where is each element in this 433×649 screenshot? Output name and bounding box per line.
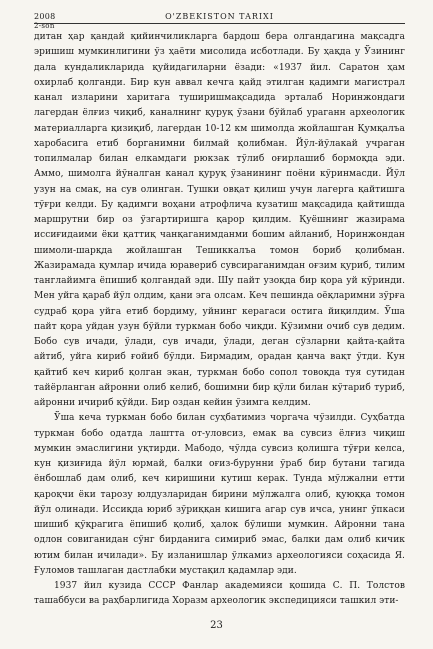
paragraph-2: Ўша кеча туркман бобо билан суҳбатимиз чоргача чўзилди. Суҳбатда туркман бобо одатда лаштта от-уловсиз, емак ва сувсиз ёлғиз чиқиш мумкин эмаслигини уқтирди. Мабодо, чўлда сувсиз қолишга тўғри келса, кун қизиғида йўл юрмай, балки оғиз-бурунни ўраб бир бутани тагида ёнбошлаб дам олиб, кеч киришини кутиш керак. Тунда мўлжални етти қароқчи ёки тарозу юлдузларидан бирини мўлжалга олиб, қуюққа томон йўл олинади. Иссиқда юриб зўриққан кишига агар сув ичса, унинг ўпкаси шишиб қўқрагига ёпишиб қолиб, ҳалок бўлиши мумкин. Айронни тана одлон совиганидан сўнг бирданига симириб эмас, балки дам олиб кичик ютим билан ичилади». Бу изланишлар ўлкамиз археологияси соҳасида Я. Ғуломов ташлаган дастлабки мустақил қадамлар эди.	[34, 413, 405, 576]
article-body	[34, 30, 405, 610]
paragraph-1: дитан ҳар қандай қийинчиликларга бардош бера олгандагина мақсадга эришиш мумкинлигини ўз ҳаёти мисолида исботлади. Бу ҳақда у Ўзининг дала кундаликларида қуйидагиларни ёзади: «1937 йил. Саратон ҳам охирлаб қолганди. Бир кун аввал кечга қайд этилган қадимги магистрал канал изларини харитага туширишмақсадида эрталаб Норинжондаги лагердан ёлғиз чиқиб, каналнинг қуруқ ўзани бўйлаб ураганн археологик материалларга қизиқиб, лагердан 10-12 км шимолда жойлашган Қумқалъа харобасига етиб борганимни билмай қолибман. Йўл-йўлакай учраган топилмалар билан елкамдаги рюкзак тўлиб оғирлашиб бормоқда эди. Аммо, шимолга йўналган канал қуруқ ўзанининг поёни кўринмасди. Йўл узун на смак, на сув олинган. Тушки овқат қилиш учун лагерга қайтишга тўғри келди. Бу қадимги воҳани атрофлича кузатиш мақсадида қайтишда маршрутни бир оз ўзгартиришга қарор қилдим. Қуёшнинг жазирама иссиғидаими ёки қаттиқ чанқаганимданми бошим айланиб, Норинжондан шимоли-шарқда жойлашган Тешиккалъа томон бориб қолибман. Жазирамада қумлар ичида юравериб сувсираганимдан оғзим қуриб, тилим танглайимга ёпишиб қолгандай эди. Шу пайт узоқда бир қора уй кўринди. Мен уйга қараб йўл олдим, қани эга олсам. Кеч пешинда оёқларимни зўрға судраб қора уйга етиб бордиму, уйнинг керагаси остига йиқилдим. Ўша пайт қора уйдан узун бўйли туркман бобо чиқди. Кўзимни очиб сув дедим. Бобо сув ичади, ўлади, сув ичади, ўлади, деган сўзларни қайта-қайта айтиб, уйга кириб ғойиб бўлди. Бирмадим, орадан қанча вақт ўтди. Кун қайтиб кеч кириб қолган экан, туркман бобо сопол товоқда туя сутидан тайёрланган айронни олиб келиб, бошимни бир қўли билан кўтариб туриб, айронни ичириб қўйди. Бир оздан кейин ўзимга келдим.	[34, 32, 405, 408]
header-year: 2008	[34, 12, 56, 21]
header-rule	[34, 23, 405, 24]
header-issue: 2-son	[34, 22, 55, 30]
page-number: 23	[210, 620, 223, 631]
paragraph-3: 1937 йил кузида СССР Фанлар академияси қошида С. П. Толстов ташаббуси ва раҳбарлигида Хоразм археологик экспедицияси ташкил эти-	[34, 581, 405, 607]
header-journal-title: O'ZBEKISTON TARIXI	[165, 12, 274, 21]
